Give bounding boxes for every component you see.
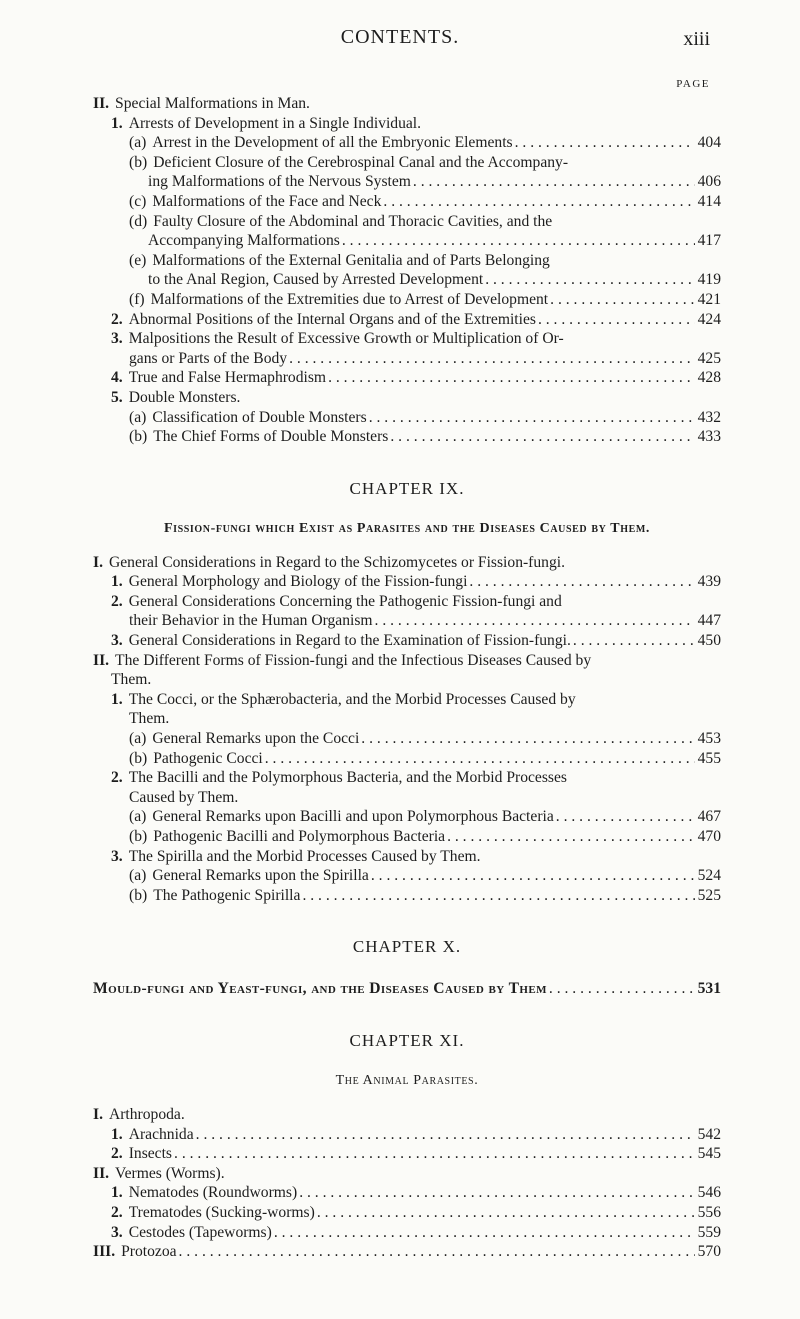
- page-number: xiii: [683, 28, 710, 50]
- chapter-xi-entries: [93, 1105, 721, 1262]
- entry-text: Double Monsters.: [128, 388, 241, 406]
- entry-number: (a): [129, 808, 147, 826]
- entry-page: 439: [697, 573, 721, 591]
- toc-entry: [93, 1183, 721, 1203]
- toc-entry: [93, 807, 721, 827]
- entry-page: 524: [697, 867, 721, 885]
- entry-text: The Spirilla and the Morbid Processes Caused by Them.: [128, 847, 481, 865]
- leader-dots: [265, 749, 695, 769]
- entry-text: The Bacilli and the Polymorphous Bacteria, and the Morbid Processes: [128, 769, 567, 787]
- toc-entry: [93, 611, 721, 631]
- entry-page: 414: [697, 192, 721, 210]
- toc-entry: [93, 1125, 721, 1145]
- leader-dots: [302, 886, 694, 906]
- entry-text: General Remarks upon Bacilli and upon Polymorphous Bacteria: [152, 808, 554, 826]
- entry-number: 2.: [111, 769, 123, 787]
- entry-page: 467: [697, 808, 721, 826]
- entry-text: Pathogenic Bacilli and Polymorphous Bacteria: [153, 828, 446, 845]
- running-title: CONTENTS.: [340, 26, 460, 48]
- entry-number: 3.: [111, 847, 123, 865]
- leader-dots: [289, 349, 695, 369]
- chapter-xi-title: The Animal Parasites.: [335, 1072, 479, 1088]
- leader-dots: [538, 310, 695, 330]
- entry-page: 556: [697, 1203, 721, 1221]
- toc-entry: [93, 94, 721, 114]
- entry-text: Them.: [129, 710, 170, 728]
- entry-text: Arachnida: [128, 1125, 194, 1143]
- toc-entry: [93, 866, 721, 886]
- entry-text: Nematodes (Roundworms): [128, 1184, 298, 1202]
- entry-text: True and False Hermaphrodism: [128, 369, 327, 387]
- entry-number: (d): [129, 212, 148, 230]
- entry-number: (c): [129, 192, 147, 210]
- chapter-xi-heading: CHAPTER XI.: [349, 1030, 465, 1050]
- entry-text: Special Malformations in Man.: [115, 95, 310, 112]
- entry-text: Arrests of Development in a Single Individual.: [128, 114, 422, 132]
- entry-text: The Chief Forms of Double Monsters: [153, 428, 389, 446]
- entry-text: Insects: [128, 1145, 173, 1163]
- entry-page: 406: [697, 173, 721, 191]
- leader-dots: [447, 827, 695, 847]
- page-column-label: PAGE: [676, 78, 710, 90]
- entry-text: Cestodes (Tapeworms): [128, 1223, 272, 1241]
- special-malformations-section: [93, 94, 721, 447]
- entry-number: 3.: [111, 330, 123, 348]
- entry-number: 2.: [111, 1145, 123, 1163]
- leader-dots: [317, 1203, 695, 1223]
- toc-entry: [93, 192, 721, 212]
- entry-number: (b): [129, 153, 148, 171]
- entry-text: Malformations of the External Genitalia and of Parts Belonging: [152, 251, 550, 269]
- toc-entry: [93, 368, 721, 388]
- toc-entry: [93, 270, 721, 290]
- entry-text: their Behavior in the Human Organism: [129, 612, 373, 630]
- entry-page: 419: [697, 271, 721, 289]
- leader-dots: [573, 631, 695, 651]
- leader-dots: [299, 1183, 694, 1203]
- entry-text: General Considerations Concerning the Pathogenic Fission-fungi and: [128, 592, 562, 610]
- leader-dots: [179, 1242, 695, 1262]
- entry-text: Deficient Closure of the Cerebrospinal Canal and the Accompany-: [153, 153, 569, 171]
- entry-text: General Considerations in Regard to the Examination of Fission-fungi.: [128, 632, 571, 650]
- leader-dots: [174, 1144, 695, 1164]
- entry-text: Arrest in the Development of all the Embryonic Elements: [152, 134, 513, 152]
- leader-dots: [375, 611, 695, 631]
- toc-entry: [93, 690, 721, 710]
- toc-entry: [93, 729, 721, 749]
- entry-number: (a): [129, 730, 147, 748]
- entry-page: 433: [697, 428, 721, 446]
- entry-page: 545: [697, 1145, 721, 1163]
- entry-number: (b): [129, 428, 148, 446]
- entry-number: (a): [129, 134, 147, 152]
- leader-dots: [371, 866, 695, 886]
- entry-number: III.: [93, 1243, 116, 1261]
- entry-number: (a): [129, 867, 147, 885]
- toc-entry: [93, 133, 721, 153]
- entry-text: Trematodes (Sucking-worms): [128, 1203, 315, 1221]
- entry-text: Vermes (Worms).: [115, 1164, 225, 1182]
- leader-dots: [515, 133, 695, 153]
- toc-entry: [93, 231, 721, 251]
- entry-text: Them.: [111, 671, 152, 689]
- toc-entry: [93, 847, 721, 867]
- leader-dots: [549, 979, 695, 999]
- toc-entry: [93, 1144, 721, 1164]
- entry-text: ing Malformations of the Nervous System: [148, 173, 411, 191]
- entry-number: II.: [93, 1164, 110, 1182]
- entry-page: 470: [697, 828, 721, 845]
- entry-number: 2.: [111, 1203, 123, 1221]
- chapter-x-heading: CHAPTER X.: [352, 937, 462, 957]
- toc-entry: [93, 1164, 721, 1184]
- leader-dots: [413, 172, 695, 192]
- entry-text: The Different Forms of Fission-fungi and the Infectious Diseases Caused by: [115, 651, 592, 669]
- entry-number: II.: [93, 95, 110, 112]
- leader-dots: [361, 729, 694, 749]
- entry-page: 542: [697, 1125, 721, 1143]
- chapter-x-entry: [93, 979, 721, 999]
- entry-page: 453: [697, 730, 721, 748]
- entry-number: (b): [129, 886, 148, 904]
- entry-number: 2.: [111, 310, 123, 328]
- toc-entry: [93, 1223, 721, 1243]
- entry-page: 455: [697, 749, 721, 767]
- leader-dots: [196, 1125, 695, 1145]
- entry-text: General Remarks upon the Cocci: [152, 730, 360, 748]
- entry-page: 421: [697, 290, 721, 308]
- entry-text: General Considerations in Regard to the Schizomycetes or Fission-fungi.: [108, 553, 565, 571]
- toc-entry: [93, 592, 721, 612]
- toc-entry: [93, 1242, 721, 1262]
- running-head: [0, 26, 800, 56]
- entry-number: 1.: [111, 573, 123, 591]
- entry-page: 559: [697, 1223, 721, 1241]
- entry-text: to the Anal Region, Caused by Arrested Development: [148, 271, 484, 289]
- entry-text: General Morphology and Biology of the Fission-fungi: [128, 573, 468, 591]
- entry-number: 1.: [111, 690, 123, 708]
- entry-text: gans or Parts of the Body: [129, 349, 288, 367]
- entry-text: Accompanying Malformations: [148, 232, 340, 250]
- leader-dots: [469, 572, 694, 592]
- toc-entry: [93, 349, 721, 369]
- toc-entry: [93, 310, 721, 330]
- entry-number: I.: [93, 553, 103, 571]
- entry-page: 424: [697, 310, 721, 328]
- leader-dots: [342, 231, 695, 251]
- entry-text: General Remarks upon the Spirilla: [152, 867, 369, 885]
- toc-entry: [93, 749, 721, 769]
- entry-text: Mould-fungi and Yeast-fungi, and the Diseases Caused by Them: [93, 980, 547, 998]
- toc-entry: [93, 212, 721, 232]
- toc-entry: [93, 1203, 721, 1223]
- entry-page: 570: [697, 1243, 721, 1261]
- leader-dots: [556, 807, 695, 827]
- entry-text: Arthropoda.: [108, 1105, 185, 1123]
- entry-number: 3.: [111, 632, 123, 650]
- entry-number: 2.: [111, 592, 123, 610]
- entry-text: Caused by Them.: [129, 788, 239, 806]
- entry-text: Abnormal Positions of the Internal Organs and of the Extremities: [128, 310, 536, 328]
- entry-page: 404: [697, 134, 721, 152]
- toc-entry: [93, 553, 721, 573]
- contents-body: [93, 94, 721, 1262]
- toc-entry: [93, 572, 721, 592]
- entry-text: Malpositions the Result of Excessive Growth or Multiplication of Or-: [128, 330, 564, 348]
- toc-entry: [93, 329, 721, 349]
- entry-page: 425: [697, 349, 721, 367]
- entry-text: Protozoa: [121, 1243, 177, 1261]
- toc-entry: [93, 427, 721, 447]
- entry-number: 4.: [111, 369, 123, 387]
- chapter-ix-heading: CHAPTER IX.: [349, 478, 465, 498]
- toc-entry: [93, 709, 721, 729]
- entry-page: 447: [697, 612, 721, 630]
- toc-entry: [93, 788, 721, 808]
- leader-dots: [390, 427, 694, 447]
- entry-number: (b): [129, 828, 148, 845]
- leader-dots: [383, 192, 694, 212]
- toc-entry: [93, 670, 721, 690]
- leader-dots: [369, 408, 695, 428]
- entry-number: 1.: [111, 1184, 123, 1202]
- entry-page: 432: [697, 408, 721, 426]
- entry-number: I.: [93, 1105, 103, 1123]
- entry-text: Faulty Closure of the Abdominal and Thoracic Cavities, and the: [153, 212, 553, 230]
- entry-text: Classification of Double Monsters: [152, 408, 367, 426]
- entry-page: 450: [697, 632, 721, 650]
- toc-entry: [93, 827, 721, 847]
- toc-entry: [93, 153, 721, 173]
- toc-entry: [93, 631, 721, 651]
- entry-page: 417: [697, 232, 721, 250]
- entry-number: (b): [129, 749, 148, 767]
- leader-dots: [328, 368, 695, 388]
- entry-number: II.: [93, 651, 110, 669]
- entry-number: (a): [129, 408, 147, 426]
- entry-text: The Cocci, or the Sphærobacteria, and the Morbid Processes Caused by: [128, 690, 576, 708]
- entry-number: 1.: [111, 1125, 123, 1143]
- toc-entry: [93, 251, 721, 271]
- toc-entry: [93, 886, 721, 906]
- entry-number: 1.: [111, 114, 123, 132]
- leader-dots: [274, 1223, 695, 1243]
- toc-entry: [93, 768, 721, 788]
- toc-entry: [93, 651, 721, 671]
- entry-text: Pathogenic Cocci: [153, 749, 263, 767]
- toc-entry: [93, 290, 721, 310]
- entry-page: 546: [697, 1184, 721, 1202]
- leader-dots: [550, 290, 694, 310]
- leader-dots: [485, 270, 694, 290]
- toc-entry: [93, 388, 721, 408]
- entry-text: The Pathogenic Spirilla: [153, 886, 301, 904]
- entry-page: 525: [697, 886, 721, 904]
- entry-number: 5.: [111, 388, 123, 406]
- entry-text: Malformations of the Extremities due to Arrest of Development: [150, 290, 549, 308]
- toc-entry: [93, 1105, 721, 1125]
- chapter-ix-entries: [93, 553, 721, 906]
- entry-number: 3.: [111, 1223, 123, 1241]
- entry-page: 531: [697, 980, 721, 998]
- chapter-ix-title: Fission-fungi which Exist as Parasites and the Diseases Caused by Them.: [163, 520, 651, 536]
- entry-page: 428: [697, 369, 721, 387]
- toc-entry: [93, 172, 721, 192]
- entry-number: (e): [129, 251, 147, 269]
- toc-entry: [93, 408, 721, 428]
- entry-number: (f): [129, 290, 145, 308]
- entry-text: Malformations of the Face and Neck: [152, 192, 382, 210]
- toc-entry: [93, 114, 721, 134]
